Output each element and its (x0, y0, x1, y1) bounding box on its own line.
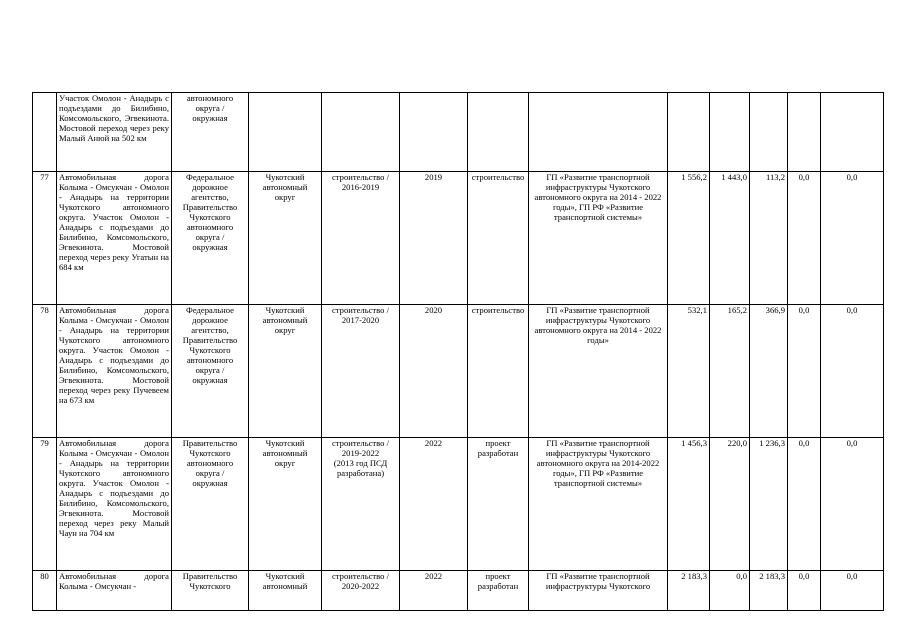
object-name-text: Участок Омолон - Анадырь с подъездами до Билибино, Комсомольского, Эгвекинота. Мостовой переход через реку Малый Анюй на 502 км (59, 93, 169, 143)
work-type-cell (468, 305, 529, 438)
row-number-cell (33, 93, 57, 172)
customer-level-text: Федеральное дорожное агентство, Правительство Чукотского автономного округа / окружная (182, 305, 238, 385)
funding-before-cell (710, 571, 750, 611)
value-col-4-cell (788, 571, 821, 611)
customer-level-cell (172, 93, 249, 172)
object-name-cell (57, 571, 172, 611)
state-program-cell (529, 172, 668, 305)
table-body (33, 93, 884, 611)
value-col-5-cell (821, 172, 884, 305)
table-row (33, 571, 884, 611)
object-name-text: Автомобильная дорога Колыма - Омсукчан - (59, 571, 169, 591)
funding-remaining-cell (750, 305, 788, 438)
work-type-text: проект разработан (477, 571, 519, 591)
location-cell (249, 438, 322, 571)
row-number-text: 80 (40, 571, 49, 581)
construction-period-text: строительство / 2020-2022 (331, 571, 390, 591)
table-row (33, 438, 884, 571)
commissioning-year-text: 2022 (424, 438, 443, 448)
construction-period-text: строительство / 2019-2022 (2013 год ПСД разработана) (331, 438, 390, 478)
value-col-4-text: 0,0 (798, 172, 810, 182)
total-cost-cell (668, 438, 710, 571)
total-cost-cell (668, 305, 710, 438)
work-type-text: проект разработан (477, 438, 519, 458)
state-program-text: ГП «Развитие транспортной инфраструктуры Чукотского автономного округа на 2014-2022 годы», ГП РФ «Развитие транспортной системы» (536, 438, 660, 488)
state-program-text: ГП «Развитие транспортной инфраструктуры Чукотского автономного округа на 2014 - 2022 годы» (534, 305, 662, 345)
value-col-5-text: 0,0 (846, 571, 858, 581)
object-name-text: Автомобильная дорога Колыма - Омсукчан - Омолон - Анадырь на территории Чукотского автономного округа. Участок Омолон - Анадырь с подъездами до Билибино, Комсомольского, Эгвекинота. Мостовой переход через реку Пучевеем на 673 км (59, 305, 169, 405)
funding-before-cell (710, 305, 750, 438)
funding-remaining-text: 1 236,3 (759, 438, 785, 448)
row-number-text: 79 (40, 438, 49, 448)
row-number-cell (33, 172, 57, 305)
total-cost-cell (668, 172, 710, 305)
location-cell (249, 172, 322, 305)
state-program-cell (529, 571, 668, 611)
funding-remaining-cell (750, 438, 788, 571)
total-cost-cell (668, 93, 710, 172)
total-cost-text: 532,1 (687, 305, 707, 315)
value-col-4-cell (788, 93, 821, 172)
value-col-5-text: 0,0 (846, 438, 858, 448)
row-number-cell (33, 438, 57, 571)
value-col-4-cell (788, 172, 821, 305)
commissioning-year-cell (400, 571, 468, 611)
value-col-5-cell (821, 305, 884, 438)
construction-period-cell (322, 93, 400, 172)
commissioning-year-text: 2019 (424, 172, 443, 182)
commissioning-year-text: 2020 (424, 305, 443, 315)
work-type-text: строительство (471, 172, 525, 182)
customer-level-cell (172, 571, 249, 611)
funding-before-cell (710, 172, 750, 305)
work-type-cell (468, 93, 529, 172)
work-type-cell (468, 571, 529, 611)
value-col-5-text: 0,0 (846, 305, 858, 315)
funding-before-cell (710, 93, 750, 172)
funding-remaining-cell (750, 571, 788, 611)
row-number-text: 77 (40, 172, 49, 182)
work-type-text: строительство (471, 305, 525, 315)
construction-period-cell (322, 438, 400, 571)
value-col-5-cell (821, 93, 884, 172)
row-number-cell (33, 305, 57, 438)
construction-period-text: строительство / 2016-2019 (331, 172, 390, 192)
customer-level-text: Правительство Чукотского автономного округа / окружная (182, 438, 238, 488)
state-program-cell (529, 93, 668, 172)
location-text: Чукотский автономный (262, 571, 308, 591)
total-cost-text: 1 556,2 (681, 172, 707, 182)
construction-period-cell (322, 305, 400, 438)
total-cost-text: 1 456,3 (681, 438, 707, 448)
state-program-text: ГП «Развитие транспортной инфраструктуры Чукотского (545, 571, 651, 591)
state-program-text: ГП «Развитие транспортной инфраструктуры Чукотского автономного округа на 2014 - 2022 годы», ГП РФ «Развитие транспортной системы» (534, 172, 662, 222)
commissioning-year-cell (400, 172, 468, 305)
funding-before-text: 220,0 (727, 438, 747, 448)
commissioning-year-cell (400, 93, 468, 172)
value-col-5-text: 0,0 (846, 172, 858, 182)
funding-before-cell (710, 438, 750, 571)
total-cost-text: 2 183,3 (681, 571, 707, 581)
work-type-cell (468, 438, 529, 571)
value-col-4-text: 0,0 (798, 305, 810, 315)
commissioning-year-cell (400, 305, 468, 438)
state-program-cell (529, 305, 668, 438)
object-name-text: Автомобильная дорога Колыма - Омсукчан - Омолон - Анадырь на территории Чукотского автономного округа. Участок Омолон - Анадырь с подъездами до Билибино, Комсомольского, Эгвекинота. Мостовой переход через реку Угатын на 684 км (59, 172, 169, 272)
customer-level-text: автономного округа / окружная (186, 93, 234, 123)
state-program-cell (529, 438, 668, 571)
location-text: Чукотский автономный округ (262, 438, 308, 468)
object-name-text: Автомобильная дорога Колыма - Омсукчан - Омолон - Анадырь на территории Чукотского автономного округа. Участок Омолон - Анадырь с подъездами до Билибино, Комсомольского, Эгвекинота. Мостовой переход через реку Малый Чаун на 704 км (59, 438, 169, 538)
construction-period-cell (322, 571, 400, 611)
location-cell (249, 305, 322, 438)
location-text: Чукотский автономный округ (262, 305, 308, 335)
funding-before-text: 165,2 (727, 305, 747, 315)
funding-before-text: 0,0 (736, 571, 747, 581)
funding-remaining-cell (750, 172, 788, 305)
commissioning-year-text: 2022 (424, 571, 443, 581)
location-cell (249, 93, 322, 172)
total-cost-cell (668, 571, 710, 611)
value-col-5-cell (821, 438, 884, 571)
customer-level-cell (172, 438, 249, 571)
customer-level-text: Правительство Чукотского (182, 571, 238, 591)
object-name-cell (57, 438, 172, 571)
row-number-cell (33, 571, 57, 611)
object-name-cell (57, 172, 172, 305)
funding-remaining-cell (750, 93, 788, 172)
work-type-cell (468, 172, 529, 305)
investment-projects-table (32, 92, 884, 611)
value-col-4-text: 0,0 (798, 438, 810, 448)
customer-level-cell (172, 172, 249, 305)
location-text: Чукотский автономный округ (262, 172, 308, 202)
table-row (33, 93, 884, 172)
customer-level-cell (172, 305, 249, 438)
commissioning-year-cell (400, 438, 468, 571)
funding-remaining-text: 113,2 (765, 172, 785, 182)
value-col-4-text: 0,0 (798, 571, 810, 581)
object-name-cell (57, 305, 172, 438)
table-row (33, 172, 884, 305)
table-row (33, 305, 884, 438)
value-col-5-cell (821, 571, 884, 611)
funding-remaining-text: 366,9 (765, 305, 785, 315)
construction-period-text: строительство / 2017-2020 (331, 305, 390, 325)
row-number-text: 78 (40, 305, 49, 315)
construction-period-cell (322, 172, 400, 305)
value-col-4-cell (788, 305, 821, 438)
object-name-cell (57, 93, 172, 172)
funding-remaining-text: 2 183,3 (759, 571, 785, 581)
value-col-4-cell (788, 438, 821, 571)
location-cell (249, 571, 322, 611)
funding-before-text: 1 443,0 (721, 172, 747, 182)
customer-level-text: Федеральное дорожное агентство, Правительство Чукотского автономного округа / окружная (182, 172, 238, 252)
